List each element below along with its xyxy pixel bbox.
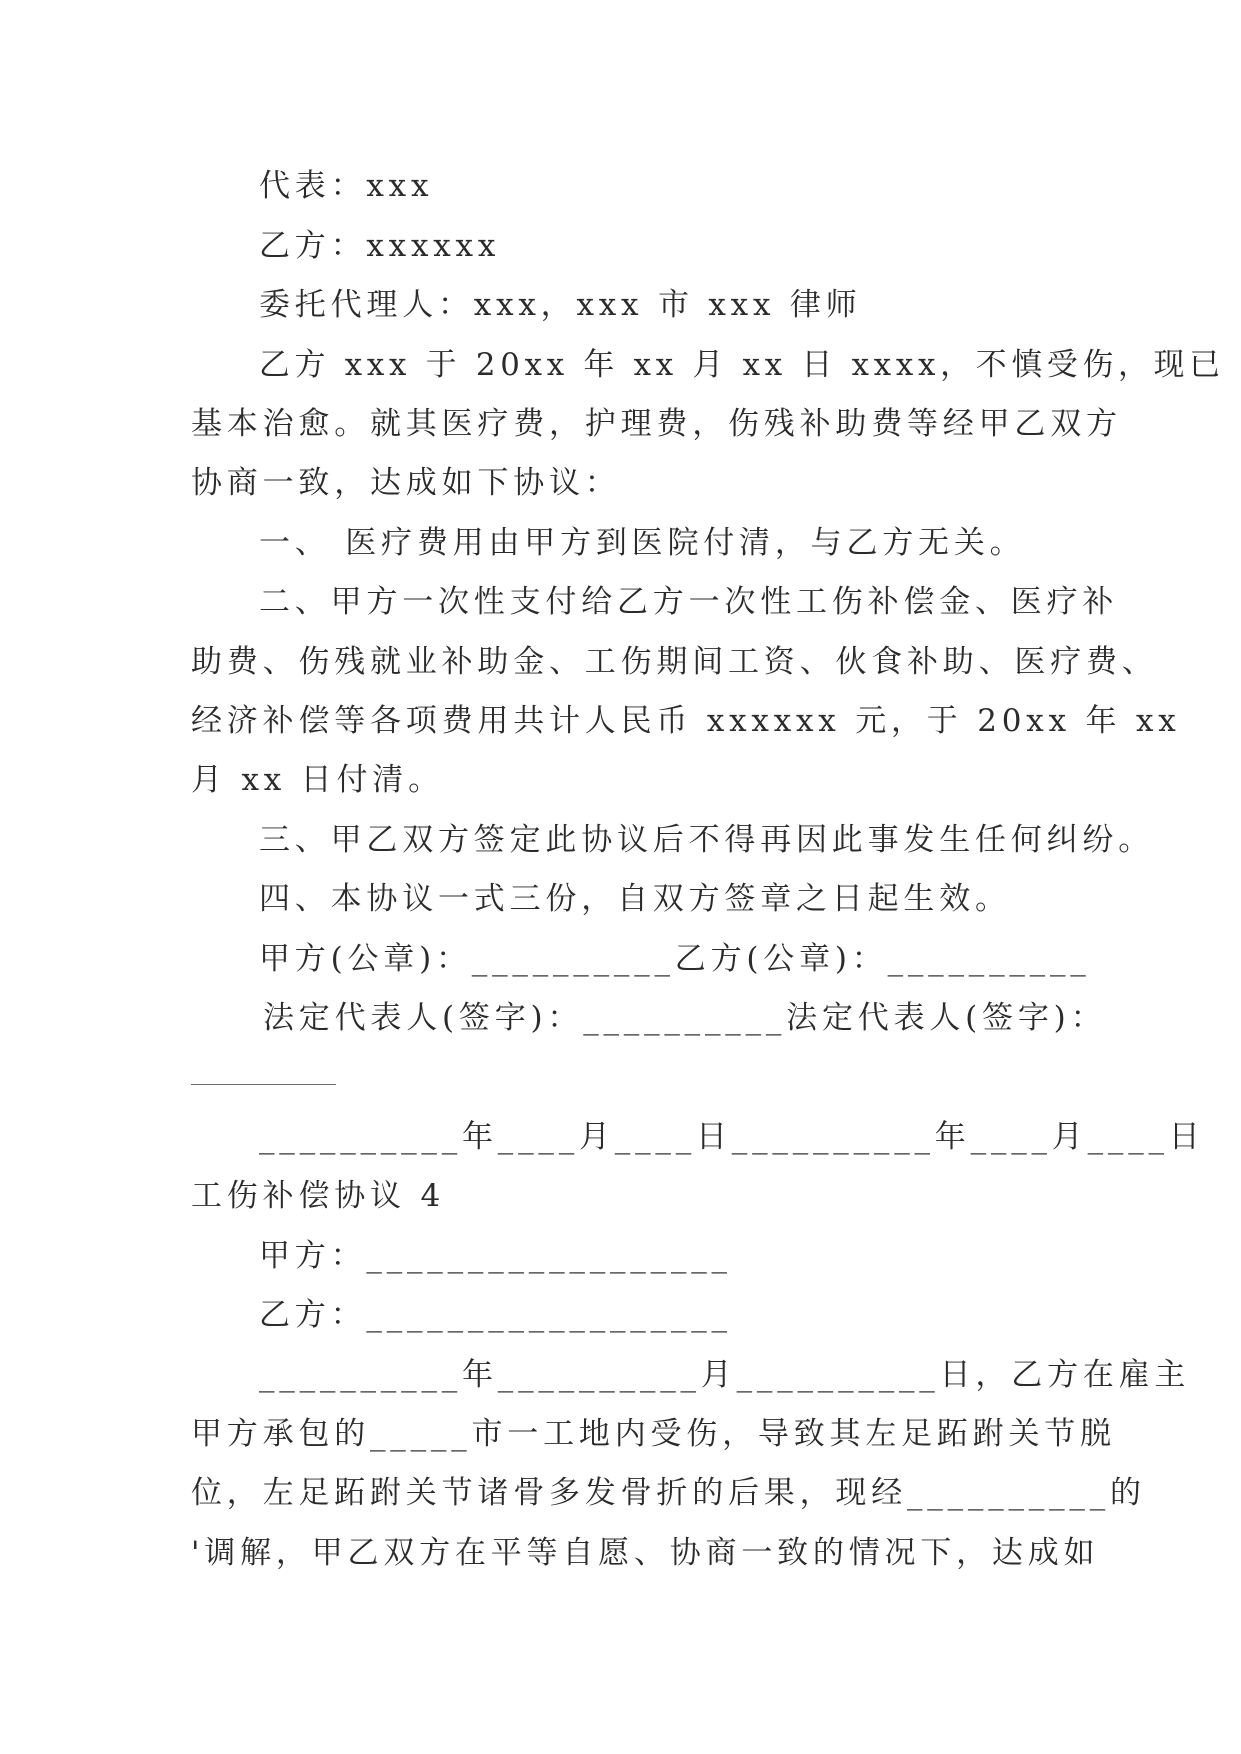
- paragraph-line: 位，左足跖跗关节诸骨多发骨折的后果，现经__________的: [191, 1475, 1146, 1511]
- paragraph-line: 基本治愈。就其医疗费，护理费，伤残补助费等经甲乙双方: [191, 406, 1122, 442]
- paragraph-line: 协商一致，达成如下协议：: [191, 465, 621, 501]
- party-b-line: 乙方：xxxxxx: [259, 228, 501, 264]
- clause-2-cont: 助费、伤残就业补助金、工伤期间工资、伙食补助、医疗费、: [191, 644, 1158, 680]
- party-b-field: 乙方：__________________: [259, 1297, 732, 1333]
- paragraph-line: __________年__________月__________日，乙方在雇主: [259, 1357, 1191, 1393]
- clause-4: 四、本协议一式三份，自双方签章之日起生效。: [259, 881, 1011, 917]
- signature-line: 法定代表人(签字)：__________法定代表人(签字)：: [263, 1000, 1107, 1036]
- paragraph-line: 乙方 xxx 于 20xx 年 xx 月 xx 日 xxxx，不慎受伤，现已: [259, 347, 1225, 383]
- clause-1: 一、 医疗费用由甲方到医院付清，与乙方无关。: [259, 525, 1026, 561]
- section-title: 工伤补偿协议 4: [191, 1178, 445, 1214]
- representative-line: 代表：xxx: [259, 168, 434, 204]
- date-line: __________年____月____日__________年____月____日: [259, 1119, 1205, 1155]
- clause-2-cont: 月 xx 日付清。: [191, 762, 444, 798]
- clause-2: 二、甲方一次性支付给乙方一次性工伤补偿金、医疗补: [259, 584, 1119, 620]
- paragraph-line: '调解，甲乙双方在平等自愿、协商一致的情况下，达成如: [191, 1535, 1100, 1571]
- clause-3: 三、甲乙双方签定此协议后不得再因此事发生任何纠纷。: [259, 822, 1154, 858]
- agent-line: 委托代理人：xxx，xxx 市 xxx 律师: [259, 287, 862, 323]
- clause-2-cont: 经济补偿等各项费用共计人民币 xxxxxx 元，于 20xx 年 xx: [191, 703, 1181, 739]
- paragraph-line: 甲方承包的_____市一工地内受伤，导致其左足跖跗关节脱: [191, 1416, 1116, 1452]
- party-a-field: 甲方：__________________: [259, 1238, 732, 1274]
- seal-line: 甲方(公章)：__________乙方(公章)：__________: [259, 941, 1091, 977]
- signature-blank-rule: [191, 1084, 336, 1085]
